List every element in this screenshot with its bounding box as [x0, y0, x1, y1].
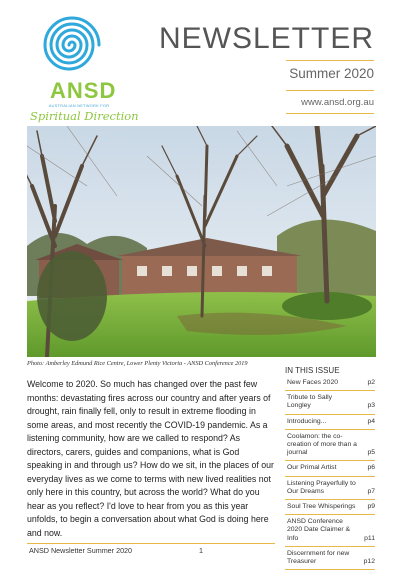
issue-season: Summer 2020 [289, 66, 374, 81]
toc-item-page: p3 [367, 402, 375, 410]
toc-item-title: Tribute to Sally Longley [287, 394, 333, 410]
header-divider [286, 60, 374, 61]
header-divider [286, 113, 374, 114]
ansd-logo [28, 14, 139, 123]
toc-item[interactable] [285, 477, 375, 500]
toc-item-page: p5 [367, 449, 375, 457]
toc-item[interactable] [285, 430, 375, 462]
welcome-article: Welcome to 2020. So much has changed over the past few months: devastating fires across our country and after years of drought, rain finally fell, only to result in extreme flooding in some areas, and most recently the COVID-19 pandemic. As a listening community, how are we called to respond? As directors, carers, guides and companions, what is God speaking in and through us? How do we sit, in the places of our everyday lives as we come to terms with new lived realities not only here in this country, but across the world? What do you hear as you reflect? I'd love to hear from you as this year unfolds, to begin a conversation about what God is doing here and now. [27, 379, 274, 538]
in-this-issue-heading: IN THIS ISSUE [285, 366, 340, 375]
logo-tagline: AUSTRALIAN NETWORK FOR [48, 103, 110, 108]
toc-item[interactable] [285, 515, 375, 547]
footer-divider [27, 543, 275, 544]
toc-item[interactable] [285, 500, 375, 515]
logo-script-text: Spiritual Direction [30, 109, 139, 123]
header-divider [286, 90, 374, 91]
toc-item-page: p12 [363, 558, 375, 566]
toc-item-title: ANSD Conference 2020 Date Claimer & Info [287, 518, 351, 542]
page-number: 1 [199, 546, 203, 555]
toc-item[interactable] [285, 376, 375, 391]
logo-wordmark: ANSD [50, 78, 117, 103]
cover-photo [27, 126, 376, 357]
toc-item-title: Listening Prayerfully to Our Dreams [287, 479, 356, 495]
toc-item-page: p6 [367, 464, 375, 472]
toc-item-title: Discernment for new Treasurer [287, 549, 350, 566]
footer-title: ANSD Newsletter Summer 2020 [29, 546, 133, 555]
toc-item-page: p9 [367, 503, 375, 511]
toc-item[interactable] [285, 461, 375, 476]
toc-item-page: p4 [367, 417, 375, 425]
toc-item-page: p7 [367, 487, 375, 495]
toc-item-title: Soul Tree Whisperings [287, 503, 356, 511]
toc-item[interactable] [285, 391, 375, 414]
newsletter-title: NEWSLETTER [158, 22, 374, 55]
toc-item-title: New Faces 2020 [287, 379, 339, 386]
toc-item-title: Introducing... [287, 417, 327, 425]
toc-item-page: p11 [364, 534, 375, 542]
website-link[interactable]: www.ansd.org.au [301, 97, 374, 108]
toc-item-title: Coolamon: the co-creation of more than a journal [287, 432, 357, 457]
photo-caption: Photo: Amberley Edmund Rice Centre, Lower Plenty Victoria - ANSD Conference 2019 [27, 360, 248, 367]
spiral-logo-icon [40, 14, 104, 76]
table-of-contents [285, 376, 375, 570]
toc-item[interactable] [285, 415, 375, 430]
toc-item-page: p2 [367, 379, 375, 386]
toc-item-title: Our Primal Artist [287, 464, 337, 472]
toc-item[interactable] [285, 547, 375, 570]
